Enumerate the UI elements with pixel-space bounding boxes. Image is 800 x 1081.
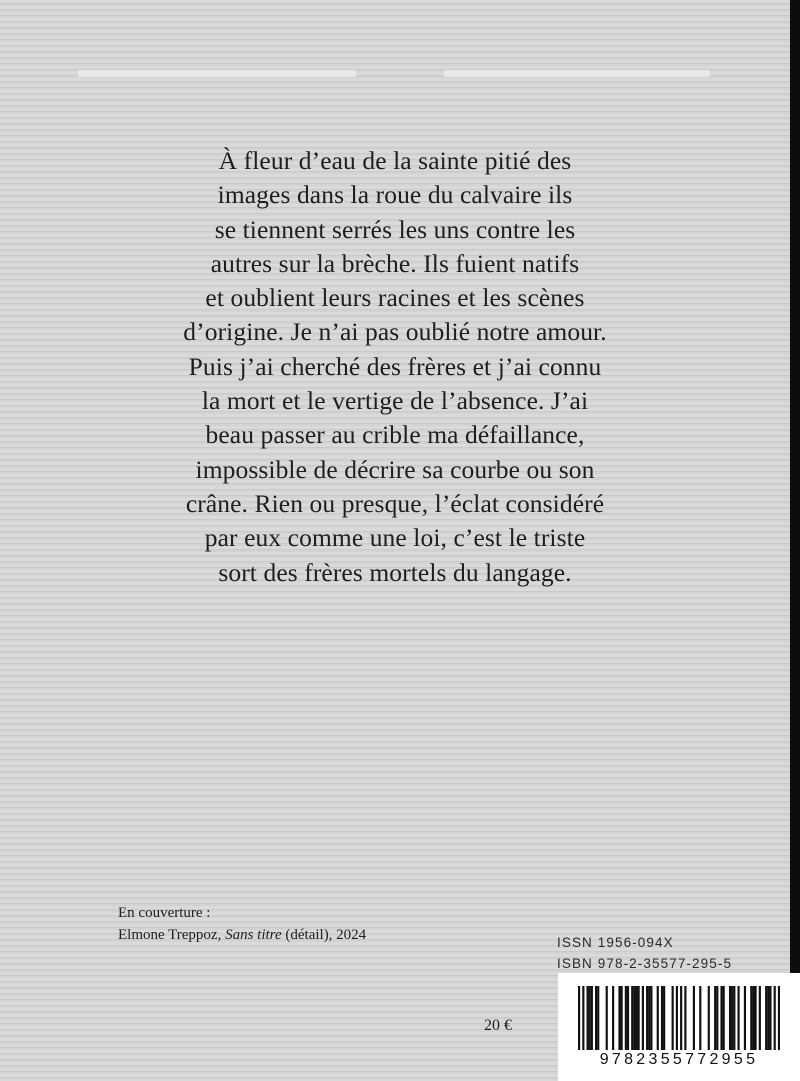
barcode-bar [657, 986, 659, 1050]
decorative-band-left [78, 70, 356, 77]
barcode-bar [778, 986, 780, 1050]
barcode-bar [642, 986, 644, 1050]
barcode-bar [720, 986, 722, 1050]
barcode-bar [618, 986, 620, 1050]
barcode-bar [765, 986, 767, 1050]
barcode-bar [631, 986, 633, 1050]
barcode-icon [578, 986, 780, 1050]
credits-detail: (détail), 2024 [285, 927, 367, 943]
barcode-bar [578, 986, 580, 1050]
barcode-bar [744, 986, 746, 1050]
poem-line: À fleur d’eau de la sainte pitié des [218, 146, 572, 175]
barcode-bar [587, 986, 589, 1050]
barcode-bar [733, 986, 735, 1050]
barcode-panel [558, 973, 800, 1081]
poem-line: beau passer au crible ma défaillance, [205, 420, 585, 450]
poem-line: par eux comme une loi, c’est le triste [204, 523, 586, 553]
barcode-bar [589, 986, 591, 1050]
barcode-bar [729, 986, 731, 1050]
barcode-bar [650, 986, 652, 1050]
barcode-bar [774, 986, 776, 1050]
credits-artist: Elmone Treppoz, [118, 927, 222, 943]
barcode-bar [627, 986, 629, 1050]
poem-line: la mort et le vertige de l’absence. J’ai [201, 386, 589, 416]
barcode-bar [680, 986, 682, 1050]
barcode-bar [635, 986, 637, 1050]
credits-work-title: Sans titre [225, 927, 282, 943]
barcode-digits: 9782355772955 [599, 1051, 759, 1068]
back-cover-poem [120, 144, 670, 590]
cover-credits [118, 902, 366, 946]
poem-line: images dans la roue du calvaire ils [217, 180, 573, 210]
poem-line: sort des frères mortels du langage. [218, 557, 572, 587]
poem-line: se tiennent serrés les uns contre les [214, 214, 576, 244]
barcode-bar [661, 986, 663, 1050]
poem-line: d’origine. Je n’ai pas oublié notre amour. [183, 317, 607, 347]
poem-line: impossible de décrire sa courbe ou son [195, 454, 595, 484]
issn-code: ISSN 1956-094X [557, 935, 674, 950]
barcode-bar [663, 986, 665, 1050]
barcode-bar [723, 986, 725, 1050]
barcode-bar [676, 986, 678, 1050]
barcode-bar [754, 986, 756, 1050]
barcode-bar [737, 986, 739, 1050]
barcode-bar [646, 986, 648, 1050]
barcode-bar [648, 986, 650, 1050]
barcode-bar [606, 986, 608, 1050]
barcode-bar [731, 986, 733, 1050]
barcode-bar [716, 986, 718, 1050]
barcode-bar [595, 986, 597, 1050]
poem-line: et oublient leurs racines et les scènes [205, 283, 585, 313]
isbn-code: ISBN 978-2-35577-295-5 [557, 956, 733, 971]
poem-line: Puis j’ai cherché des frères et j’ai connu [188, 351, 602, 381]
barcode-bar [759, 986, 761, 1050]
barcode-bar [591, 986, 593, 1050]
barcode-bar [708, 986, 710, 1050]
barcode-bar [684, 986, 686, 1050]
poem-line: autres sur la brèche. Ils fuient natifs [210, 248, 580, 278]
credits-label: En couverture : [118, 905, 211, 921]
credits-line [118, 924, 366, 946]
barcode-bar [621, 986, 623, 1050]
barcode-bar [693, 986, 695, 1050]
barcode-bar [750, 986, 752, 1050]
book-spine-edge [790, 0, 800, 1081]
poem-line: crâne. Rien ou presque, l’éclat considéré [185, 488, 605, 518]
barcode-bar [714, 986, 716, 1050]
barcode-bar [612, 986, 614, 1050]
barcode-bar [699, 986, 701, 1050]
barcode-bar [582, 986, 584, 1050]
barcode-bar [752, 986, 754, 1050]
barcode-bar [638, 986, 640, 1050]
barcode-bar [625, 986, 627, 1050]
barcode-bar [769, 986, 771, 1050]
publication-codes [557, 932, 732, 974]
decorative-band-right [444, 70, 710, 77]
barcode-bar [767, 986, 769, 1050]
barcode-bar [672, 986, 674, 1050]
barcode-bar [633, 986, 635, 1050]
barcode-bar [597, 986, 599, 1050]
price-label: 20 € [484, 1017, 512, 1034]
